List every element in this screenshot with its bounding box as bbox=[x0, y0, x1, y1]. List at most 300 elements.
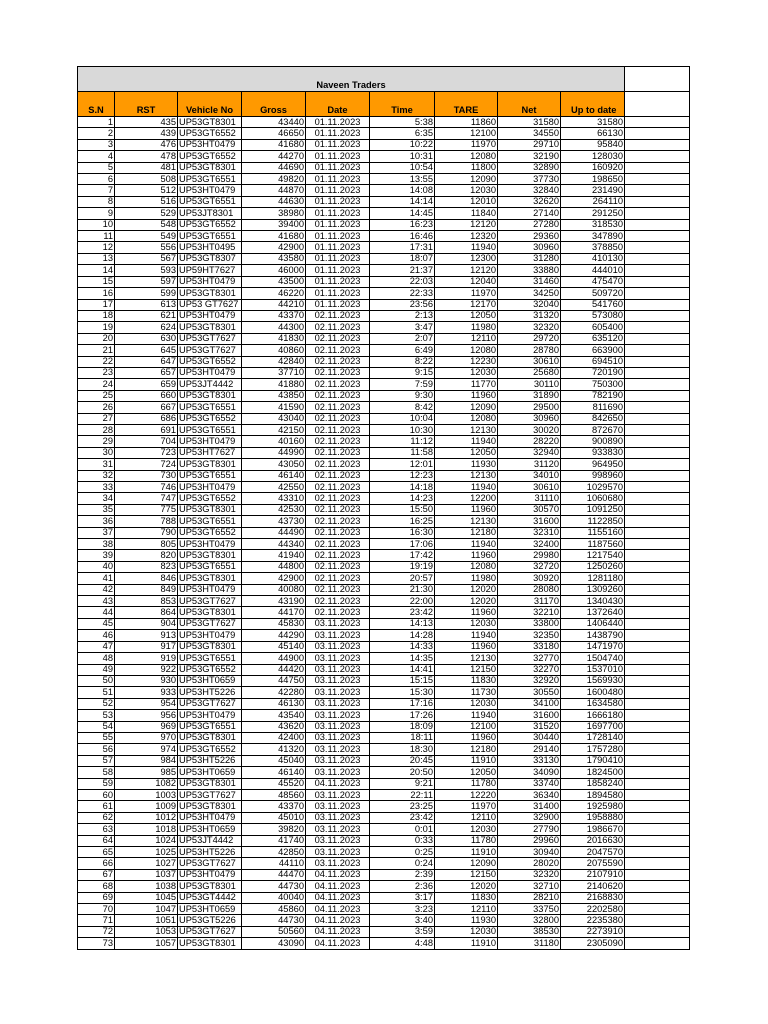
cell-time: 10:31 bbox=[370, 151, 435, 162]
cell-date: 01.11.2023 bbox=[306, 219, 370, 230]
cell-date: 02.11.2023 bbox=[306, 459, 370, 470]
cell-time: 23:25 bbox=[370, 801, 435, 812]
cell-date: 03.11.2023 bbox=[306, 755, 370, 766]
cell-gross: 40160 bbox=[242, 436, 306, 447]
cell-tare: 12020 bbox=[435, 584, 498, 595]
cell-rst: 913 bbox=[115, 630, 178, 641]
cell-net: 30940 bbox=[498, 847, 561, 858]
cell-net: 37730 bbox=[498, 174, 561, 185]
cell-time: 15:30 bbox=[370, 687, 435, 698]
cell-rst: 730 bbox=[115, 470, 178, 481]
cell-date: 03.11.2023 bbox=[306, 710, 370, 721]
empty-cell bbox=[625, 196, 690, 207]
empty-cell bbox=[625, 561, 690, 572]
empty-cell bbox=[625, 812, 690, 823]
cell-vehicle-no: UP53GT6552 bbox=[178, 151, 242, 162]
cell-net: 32940 bbox=[498, 447, 561, 458]
weighbridge-table bbox=[77, 66, 690, 950]
cell-vehicle-no: UP53HT5226 bbox=[178, 687, 242, 698]
cell-sn: 9 bbox=[78, 208, 115, 219]
cell-net: 30550 bbox=[498, 687, 561, 698]
cell-vehicle-no: UP53GT8301 bbox=[178, 641, 242, 652]
table-row bbox=[78, 573, 690, 584]
empty-cell bbox=[625, 675, 690, 686]
cell-sn: 4 bbox=[78, 151, 115, 162]
empty-cell bbox=[625, 904, 690, 915]
table-row bbox=[78, 299, 690, 310]
cell-sn: 22 bbox=[78, 356, 115, 367]
table-row bbox=[78, 778, 690, 789]
cell-tare: 12320 bbox=[435, 231, 498, 242]
empty-cell bbox=[625, 117, 690, 128]
cell-vehicle-no: UP53GT6551 bbox=[178, 470, 242, 481]
cell-net: 27790 bbox=[498, 824, 561, 835]
cell-rst: 1012 bbox=[115, 812, 178, 823]
cell-sn: 15 bbox=[78, 276, 115, 287]
empty-cell bbox=[625, 413, 690, 424]
cell-time: 14:08 bbox=[370, 185, 435, 196]
table-row bbox=[78, 493, 690, 504]
cell-gross: 44630 bbox=[242, 196, 306, 207]
cell-gross: 45520 bbox=[242, 778, 306, 789]
cell-rst: 864 bbox=[115, 607, 178, 618]
cell-sn: 42 bbox=[78, 584, 115, 595]
cell-sn: 58 bbox=[78, 767, 115, 778]
header-tare: TARE bbox=[435, 92, 498, 117]
cell-date: 01.11.2023 bbox=[306, 151, 370, 162]
cell-sn: 68 bbox=[78, 881, 115, 892]
cell-sn: 43 bbox=[78, 596, 115, 607]
cell-vehicle-no: UP53GT7627 bbox=[178, 858, 242, 869]
cell-tare: 11860 bbox=[435, 117, 498, 128]
cell-tare: 12180 bbox=[435, 527, 498, 538]
empty-cell bbox=[625, 333, 690, 344]
table-row bbox=[78, 196, 690, 207]
cell-up-to-date: 1858240 bbox=[561, 778, 625, 789]
table-row bbox=[78, 789, 690, 800]
cell-vehicle-no: UP53GT8301 bbox=[178, 117, 242, 128]
cell-rst: 691 bbox=[115, 424, 178, 435]
table-row bbox=[78, 539, 690, 550]
cell-sn: 55 bbox=[78, 732, 115, 743]
cell-date: 02.11.2023 bbox=[306, 345, 370, 356]
cell-rst: 723 bbox=[115, 447, 178, 458]
cell-rst: 704 bbox=[115, 436, 178, 447]
empty-cell bbox=[625, 915, 690, 926]
cell-date: 02.11.2023 bbox=[306, 516, 370, 527]
cell-tare: 11940 bbox=[435, 482, 498, 493]
cell-rst: 1003 bbox=[115, 789, 178, 800]
empty-cell bbox=[625, 265, 690, 276]
cell-gross: 41680 bbox=[242, 139, 306, 150]
table-row bbox=[78, 618, 690, 629]
cell-time: 7:59 bbox=[370, 379, 435, 390]
cell-tare: 12090 bbox=[435, 858, 498, 869]
cell-up-to-date: 2168830 bbox=[561, 892, 625, 903]
cell-time: 22:11 bbox=[370, 789, 435, 800]
empty-cell bbox=[625, 710, 690, 721]
cell-rst: 516 bbox=[115, 196, 178, 207]
cell-sn: 49 bbox=[78, 664, 115, 675]
empty-cell bbox=[625, 92, 690, 117]
empty-cell bbox=[625, 584, 690, 595]
cell-tare: 11960 bbox=[435, 550, 498, 561]
cell-vehicle-no: UP53GT8301 bbox=[178, 938, 242, 949]
table-row bbox=[78, 812, 690, 823]
cell-time: 20:45 bbox=[370, 755, 435, 766]
cell-sn: 3 bbox=[78, 139, 115, 150]
cell-vehicle-no: UP53GT7627 bbox=[178, 698, 242, 709]
cell-gross: 43370 bbox=[242, 801, 306, 812]
cell-date: 03.11.2023 bbox=[306, 801, 370, 812]
cell-net: 33740 bbox=[498, 778, 561, 789]
cell-gross: 41940 bbox=[242, 550, 306, 561]
cell-gross: 44470 bbox=[242, 869, 306, 880]
cell-net: 32770 bbox=[498, 653, 561, 664]
table-row bbox=[78, 596, 690, 607]
table-row bbox=[78, 744, 690, 755]
cell-tare: 11840 bbox=[435, 208, 498, 219]
cell-date: 01.11.2023 bbox=[306, 242, 370, 253]
cell-date: 01.11.2023 bbox=[306, 208, 370, 219]
cell-rst: 922 bbox=[115, 664, 178, 675]
cell-up-to-date: 31580 bbox=[561, 117, 625, 128]
cell-tare: 12150 bbox=[435, 869, 498, 880]
cell-rst: 660 bbox=[115, 390, 178, 401]
cell-rst: 933 bbox=[115, 687, 178, 698]
cell-date: 01.11.2023 bbox=[306, 128, 370, 139]
empty-cell bbox=[625, 789, 690, 800]
cell-up-to-date: 291250 bbox=[561, 208, 625, 219]
cell-gross: 45040 bbox=[242, 755, 306, 766]
table-row bbox=[78, 504, 690, 515]
cell-tare: 12100 bbox=[435, 721, 498, 732]
cell-time: 0:01 bbox=[370, 824, 435, 835]
cell-up-to-date: 720190 bbox=[561, 367, 625, 378]
cell-time: 20:57 bbox=[370, 573, 435, 584]
header-sn: S.N bbox=[78, 92, 115, 117]
cell-net: 32720 bbox=[498, 561, 561, 572]
cell-sn: 30 bbox=[78, 447, 115, 458]
sheet-title: Naveen Traders bbox=[78, 67, 625, 92]
cell-date: 03.11.2023 bbox=[306, 675, 370, 686]
cell-vehicle-no: UP53HT0479 bbox=[178, 139, 242, 150]
cell-date: 03.11.2023 bbox=[306, 824, 370, 835]
table-row bbox=[78, 424, 690, 435]
cell-date: 02.11.2023 bbox=[306, 550, 370, 561]
cell-time: 0:25 bbox=[370, 847, 435, 858]
cell-sn: 70 bbox=[78, 904, 115, 915]
empty-cell bbox=[625, 299, 690, 310]
table-row bbox=[78, 139, 690, 150]
empty-cell bbox=[625, 767, 690, 778]
table-row bbox=[78, 379, 690, 390]
cell-date: 04.11.2023 bbox=[306, 926, 370, 937]
cell-gross: 43190 bbox=[242, 596, 306, 607]
cell-date: 02.11.2023 bbox=[306, 470, 370, 481]
cell-gross: 44300 bbox=[242, 322, 306, 333]
cell-net: 28210 bbox=[498, 892, 561, 903]
cell-time: 11:58 bbox=[370, 447, 435, 458]
cell-tare: 11960 bbox=[435, 504, 498, 515]
cell-vehicle-no: UP53GT6552 bbox=[178, 527, 242, 538]
cell-vehicle-no: UP53GT7627 bbox=[178, 618, 242, 629]
cell-net: 34250 bbox=[498, 288, 561, 299]
cell-up-to-date: 66130 bbox=[561, 128, 625, 139]
cell-vehicle-no: UP53HT0479 bbox=[178, 367, 242, 378]
cell-rst: 667 bbox=[115, 402, 178, 413]
cell-up-to-date: 1537010 bbox=[561, 664, 625, 675]
cell-gross: 44490 bbox=[242, 527, 306, 538]
cell-rst: 1045 bbox=[115, 892, 178, 903]
cell-vehicle-no: UP53GT6551 bbox=[178, 231, 242, 242]
table-row bbox=[78, 459, 690, 470]
cell-date: 02.11.2023 bbox=[306, 561, 370, 572]
cell-sn: 12 bbox=[78, 242, 115, 253]
cell-up-to-date: 573080 bbox=[561, 310, 625, 321]
cell-up-to-date: 964950 bbox=[561, 459, 625, 470]
cell-date: 04.11.2023 bbox=[306, 915, 370, 926]
cell-up-to-date: 410130 bbox=[561, 253, 625, 264]
cell-vehicle-no: UP53GT6551 bbox=[178, 653, 242, 664]
cell-up-to-date: 1029570 bbox=[561, 482, 625, 493]
cell-date: 03.11.2023 bbox=[306, 630, 370, 641]
table-row bbox=[78, 162, 690, 173]
cell-vehicle-no: UP53JT4442 bbox=[178, 835, 242, 846]
table-row bbox=[78, 675, 690, 686]
cell-rst: 984 bbox=[115, 755, 178, 766]
cell-time: 13:55 bbox=[370, 174, 435, 185]
cell-vehicle-no: UP53HT0659 bbox=[178, 767, 242, 778]
table-row bbox=[78, 185, 690, 196]
cell-sn: 73 bbox=[78, 938, 115, 949]
cell-date: 02.11.2023 bbox=[306, 379, 370, 390]
cell-sn: 20 bbox=[78, 333, 115, 344]
cell-rst: 435 bbox=[115, 117, 178, 128]
empty-cell bbox=[625, 801, 690, 812]
cell-gross: 41680 bbox=[242, 231, 306, 242]
cell-time: 3:59 bbox=[370, 926, 435, 937]
cell-date: 04.11.2023 bbox=[306, 892, 370, 903]
empty-cell bbox=[625, 504, 690, 515]
cell-time: 21:37 bbox=[370, 265, 435, 276]
cell-time: 2:36 bbox=[370, 881, 435, 892]
cell-up-to-date: 1281180 bbox=[561, 573, 625, 584]
cell-up-to-date: 1187560 bbox=[561, 539, 625, 550]
cell-rst: 659 bbox=[115, 379, 178, 390]
empty-cell bbox=[625, 128, 690, 139]
table-row bbox=[78, 208, 690, 219]
cell-date: 02.11.2023 bbox=[306, 493, 370, 504]
cell-time: 12:23 bbox=[370, 470, 435, 481]
cell-net: 30020 bbox=[498, 424, 561, 435]
table-row bbox=[78, 128, 690, 139]
cell-tare: 11980 bbox=[435, 573, 498, 584]
cell-rst: 1018 bbox=[115, 824, 178, 835]
cell-date: 01.11.2023 bbox=[306, 253, 370, 264]
cell-sn: 44 bbox=[78, 607, 115, 618]
cell-up-to-date: 509720 bbox=[561, 288, 625, 299]
cell-up-to-date: 1438790 bbox=[561, 630, 625, 641]
cell-rst: 1053 bbox=[115, 926, 178, 937]
cell-time: 18:30 bbox=[370, 744, 435, 755]
cell-rst: 805 bbox=[115, 539, 178, 550]
cell-net: 31460 bbox=[498, 276, 561, 287]
cell-net: 28220 bbox=[498, 436, 561, 447]
cell-tare: 12080 bbox=[435, 345, 498, 356]
cell-vehicle-no: UP53HT5226 bbox=[178, 755, 242, 766]
cell-rst: 630 bbox=[115, 333, 178, 344]
table-row bbox=[78, 653, 690, 664]
table-row bbox=[78, 413, 690, 424]
cell-vehicle-no: UP53GT8301 bbox=[178, 459, 242, 470]
cell-time: 8:22 bbox=[370, 356, 435, 367]
cell-time: 2:13 bbox=[370, 310, 435, 321]
cell-rst: 1027 bbox=[115, 858, 178, 869]
cell-gross: 39820 bbox=[242, 824, 306, 835]
cell-date: 02.11.2023 bbox=[306, 447, 370, 458]
cell-time: 14:33 bbox=[370, 641, 435, 652]
empty-cell bbox=[625, 539, 690, 550]
cell-sn: 1 bbox=[78, 117, 115, 128]
cell-up-to-date: 782190 bbox=[561, 390, 625, 401]
title-row bbox=[78, 67, 690, 92]
cell-time: 14:45 bbox=[370, 208, 435, 219]
cell-vehicle-no: UP53GT7627 bbox=[178, 789, 242, 800]
cell-sn: 2 bbox=[78, 128, 115, 139]
cell-tare: 12090 bbox=[435, 402, 498, 413]
cell-gross: 44750 bbox=[242, 675, 306, 686]
cell-gross: 41740 bbox=[242, 835, 306, 846]
cell-date: 03.11.2023 bbox=[306, 721, 370, 732]
cell-date: 02.11.2023 bbox=[306, 322, 370, 333]
cell-rst: 956 bbox=[115, 710, 178, 721]
cell-tare: 11910 bbox=[435, 755, 498, 766]
cell-sn: 57 bbox=[78, 755, 115, 766]
cell-net: 32310 bbox=[498, 527, 561, 538]
cell-rst: 556 bbox=[115, 242, 178, 253]
empty-cell bbox=[625, 881, 690, 892]
cell-tare: 11910 bbox=[435, 938, 498, 949]
cell-date: 02.11.2023 bbox=[306, 333, 370, 344]
cell-date: 02.11.2023 bbox=[306, 584, 370, 595]
cell-vehicle-no: UP53HT5226 bbox=[178, 847, 242, 858]
cell-sn: 21 bbox=[78, 345, 115, 356]
cell-time: 3:47 bbox=[370, 322, 435, 333]
cell-up-to-date: 1634580 bbox=[561, 698, 625, 709]
table-row bbox=[78, 607, 690, 618]
cell-time: 16:46 bbox=[370, 231, 435, 242]
cell-rst: 747 bbox=[115, 493, 178, 504]
cell-up-to-date: 605400 bbox=[561, 322, 625, 333]
cell-gross: 44730 bbox=[242, 881, 306, 892]
cell-sn: 50 bbox=[78, 675, 115, 686]
cell-time: 22:00 bbox=[370, 596, 435, 607]
cell-vehicle-no: UP53GT6552 bbox=[178, 744, 242, 755]
cell-tare: 12030 bbox=[435, 367, 498, 378]
cell-vehicle-no: UP53GT8301 bbox=[178, 732, 242, 743]
table-row bbox=[78, 516, 690, 527]
empty-cell bbox=[625, 687, 690, 698]
cell-net: 31520 bbox=[498, 721, 561, 732]
cell-time: 23:42 bbox=[370, 607, 435, 618]
cell-rst: 597 bbox=[115, 276, 178, 287]
empty-cell bbox=[625, 208, 690, 219]
cell-date: 03.11.2023 bbox=[306, 698, 370, 709]
cell-sn: 11 bbox=[78, 231, 115, 242]
cell-up-to-date: 1697700 bbox=[561, 721, 625, 732]
cell-gross: 41830 bbox=[242, 333, 306, 344]
cell-time: 18:07 bbox=[370, 253, 435, 264]
table-row bbox=[78, 345, 690, 356]
cell-tare: 12010 bbox=[435, 196, 498, 207]
cell-net: 30610 bbox=[498, 356, 561, 367]
cell-gross: 43580 bbox=[242, 253, 306, 264]
cell-sn: 53 bbox=[78, 710, 115, 721]
cell-tare: 11780 bbox=[435, 778, 498, 789]
cell-tare: 12120 bbox=[435, 265, 498, 276]
table-row bbox=[78, 767, 690, 778]
cell-rst: 823 bbox=[115, 561, 178, 572]
header-up-to-date: Up to date bbox=[561, 92, 625, 117]
table-row bbox=[78, 174, 690, 185]
header-time: Time bbox=[370, 92, 435, 117]
table-row bbox=[78, 687, 690, 698]
cell-sn: 18 bbox=[78, 310, 115, 321]
cell-rst: 548 bbox=[115, 219, 178, 230]
cell-tare: 12080 bbox=[435, 561, 498, 572]
table-row bbox=[78, 904, 690, 915]
table-row bbox=[78, 436, 690, 447]
cell-up-to-date: 872670 bbox=[561, 424, 625, 435]
table-row bbox=[78, 276, 690, 287]
empty-cell bbox=[625, 596, 690, 607]
cell-vehicle-no: UP53GT5226 bbox=[178, 915, 242, 926]
cell-time: 9:30 bbox=[370, 390, 435, 401]
cell-date: 01.11.2023 bbox=[306, 288, 370, 299]
cell-up-to-date: 900890 bbox=[561, 436, 625, 447]
cell-rst: 746 bbox=[115, 482, 178, 493]
cell-sn: 5 bbox=[78, 162, 115, 173]
cell-time: 19:19 bbox=[370, 561, 435, 572]
cell-vehicle-no: UP53HT0659 bbox=[178, 904, 242, 915]
cell-rst: 1051 bbox=[115, 915, 178, 926]
cell-vehicle-no: UP53GT8301 bbox=[178, 162, 242, 173]
cell-tare: 11970 bbox=[435, 139, 498, 150]
cell-gross: 41320 bbox=[242, 744, 306, 755]
cell-vehicle-no: UP53GT8301 bbox=[178, 801, 242, 812]
empty-cell bbox=[625, 938, 690, 949]
cell-date: 01.11.2023 bbox=[306, 185, 370, 196]
table-row bbox=[78, 869, 690, 880]
cell-up-to-date: 198650 bbox=[561, 174, 625, 185]
cell-up-to-date: 1122850 bbox=[561, 516, 625, 527]
cell-date: 04.11.2023 bbox=[306, 938, 370, 949]
cell-sn: 46 bbox=[78, 630, 115, 641]
cell-gross: 45010 bbox=[242, 812, 306, 823]
cell-rst: 478 bbox=[115, 151, 178, 162]
cell-vehicle-no: UP53HT0479 bbox=[178, 539, 242, 550]
cell-tare: 11940 bbox=[435, 539, 498, 550]
empty-cell bbox=[625, 618, 690, 629]
cell-tare: 12100 bbox=[435, 128, 498, 139]
cell-vehicle-no: UP53GT6551 bbox=[178, 402, 242, 413]
empty-cell bbox=[625, 242, 690, 253]
cell-net: 31600 bbox=[498, 710, 561, 721]
table-row bbox=[78, 755, 690, 766]
cell-up-to-date: 541760 bbox=[561, 299, 625, 310]
cell-sn: 38 bbox=[78, 539, 115, 550]
